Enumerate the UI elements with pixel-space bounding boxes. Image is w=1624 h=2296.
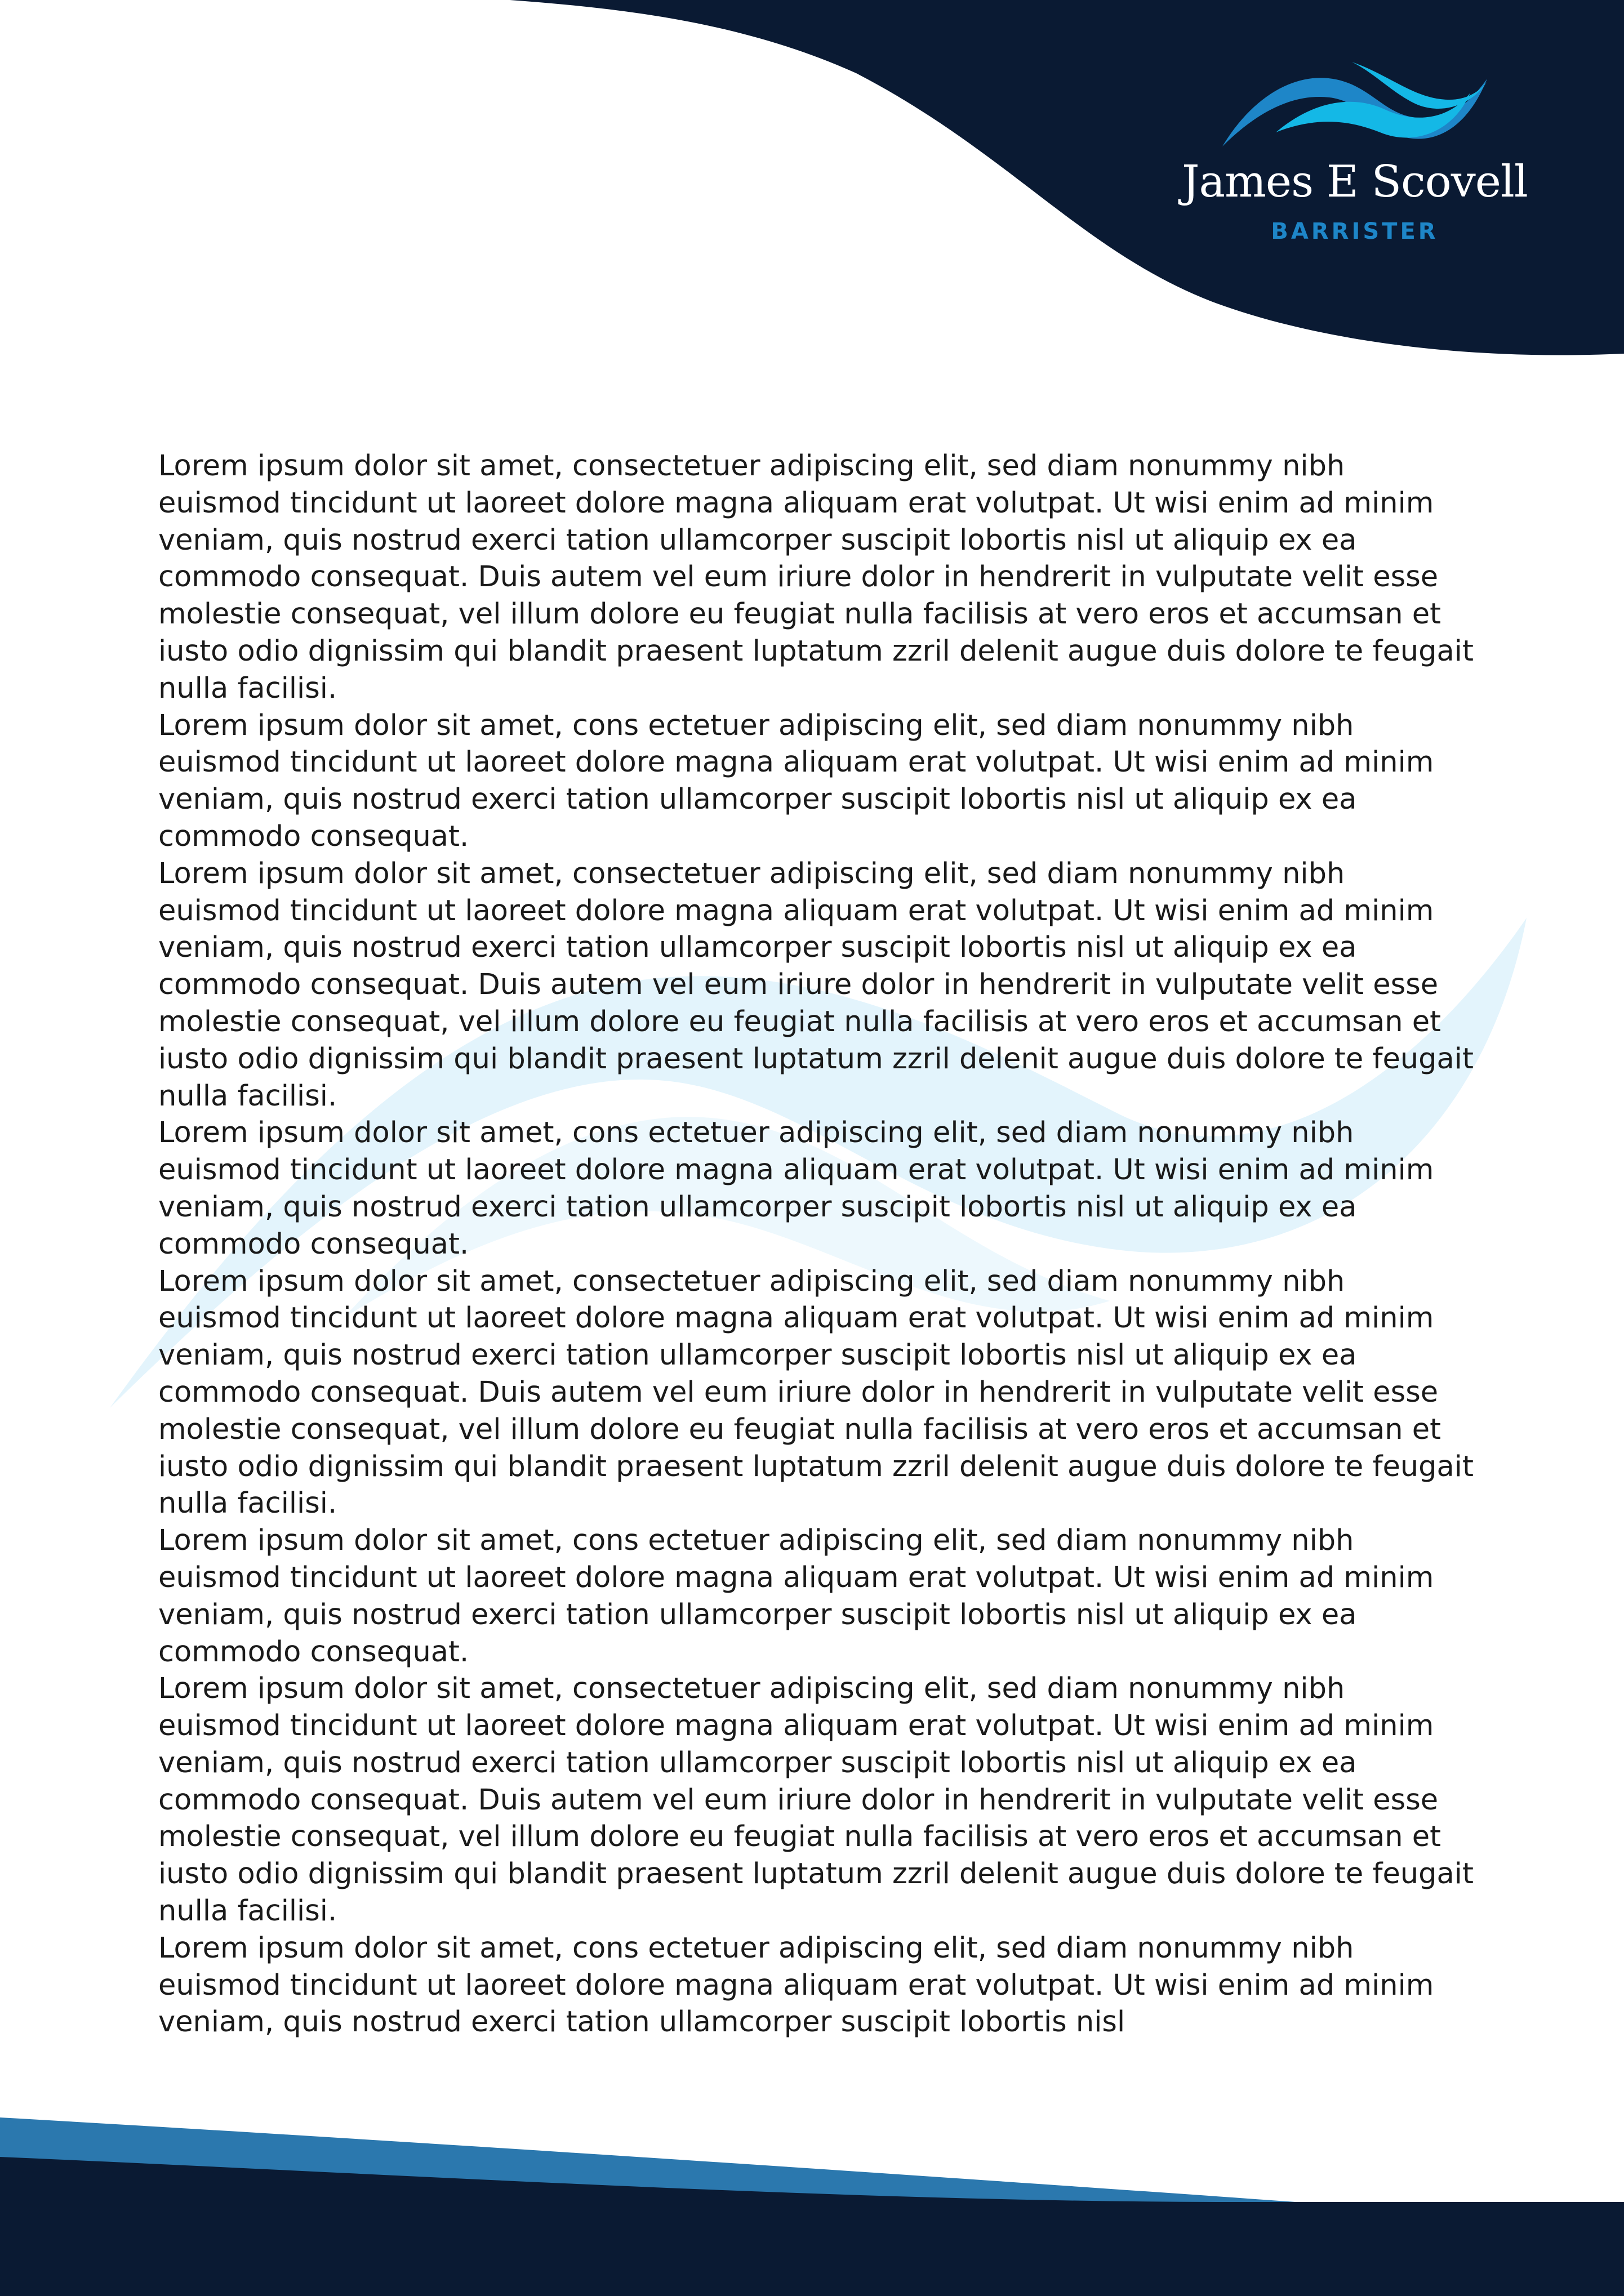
paragraph: Lorem ipsum dolor sit amet, consectetuer adipiscing elit, sed diam nonummy nibh euismod tincidunt ut laoreet dolore magna aliquam erat volutpat. Ut wisi enim ad minim veniam, quis nostrud exerci tation ullamcorper suscipit lobortis nisl ut aliquip ex ea commodo consequat. Duis autem vel eum iriure dolor in hendrerit in vulputate velit esse molestie consequat, vel illum dolore eu feugiat nulla facilisis at vero eros et accumsan et iusto odio dignissim qui blandit praesent luptatum zzril delenit augue duis dolore te feugait nulla facilisi. [158,449,1474,705]
paragraph: Lorem ipsum dolor sit amet, cons ectetuer adipiscing elit, sed diam nonummy nibh euismod tincidunt ut laoreet dolore magna aliquam erat volutpat. Ut wisi enim ad minim veniam, quis nostrud exerci tation ullamcorper suscipit lobortis nisl ut aliquip ex ea commodo consequat. [158,708,1434,853]
brand-subtitle: BARRISTER [1271,219,1439,244]
paragraph: Lorem ipsum dolor sit amet, consectetuer adipiscing elit, sed diam nonummy nibh euismod tincidunt ut laoreet dolore magna aliquam erat volutpat. Ut wisi enim ad minim veniam, quis nostrud exerci tation ullamcorper suscipit lobortis nisl ut aliquip ex ea commodo consequat. Duis autem vel eum iriure dolor in hendrerit in vulputate velit esse molestie consequat, vel illum dolore eu feugiat nulla facilisis at vero eros et accumsan et iusto odio dignissim qui blandit praesent luptatum zzril delenit augue duis dolore te feugait nulla facilisi. [158,857,1474,1113]
wave-logo-icon [1222,59,1487,149]
letter-body [158,448,1476,2041]
paragraph: Lorem ipsum dolor sit amet, cons ectetuer adipiscing elit, sed diam nonummy nibh euismod tincidunt ut laoreet dolore magna aliquam erat volutpat. Ut wisi enim ad minim veniam, quis nostrud exerci tation ullamcorper suscipit lobortis nisl [158,1931,1434,2039]
paragraph: Lorem ipsum dolor sit amet, consectetuer adipiscing elit, sed diam nonummy nibh euismod tincidunt ut laoreet dolore magna aliquam erat volutpat. Ut wisi enim ad minim veniam, quis nostrud exerci tation ullamcorper suscipit lobortis nisl ut aliquip ex ea commodo consequat. Duis autem vel eum iriure dolor in hendrerit in vulputate velit esse molestie consequat, vel illum dolore eu feugiat nulla facilisis at vero eros et accumsan et iusto odio dignissim qui blandit praesent luptatum zzril delenit augue duis dolore te feugait nulla facilisi. [158,1264,1474,1521]
brand-logo [1172,59,1538,251]
paragraph: Lorem ipsum dolor sit amet, consectetuer adipiscing elit, sed diam nonummy nibh euismod tincidunt ut laoreet dolore magna aliquam erat volutpat. Ut wisi enim ad minim veniam, quis nostrud exerci tation ullamcorper suscipit lobortis nisl ut aliquip ex ea commodo consequat. Duis autem vel eum iriure dolor in hendrerit in vulputate velit esse molestie consequat, vel illum dolore eu feugiat nulla facilisis at vero eros et accumsan et iusto odio dignissim qui blandit praesent luptatum zzril delenit augue duis dolore te feugait nulla facilisi. [158,1672,1474,1928]
paragraph: Lorem ipsum dolor sit amet, cons ectetuer adipiscing elit, sed diam nonummy nibh euismod tincidunt ut laoreet dolore magna aliquam erat volutpat. Ut wisi enim ad minim veniam, quis nostrud exerci tation ullamcorper suscipit lobortis nisl ut aliquip ex ea commodo consequat. [158,1524,1434,1669]
paragraph: Lorem ipsum dolor sit amet, cons ectetuer adipiscing elit, sed diam nonummy nibh euismod tincidunt ut laoreet dolore magna aliquam erat volutpat. Ut wisi enim ad minim veniam, quis nostrud exerci tation ullamcorper suscipit lobortis nisl ut aliquip ex ea commodo consequat. [158,1116,1434,1261]
footer-wave-shape [0,2117,1624,2296]
brand-name: James E Scovell [1182,157,1528,207]
